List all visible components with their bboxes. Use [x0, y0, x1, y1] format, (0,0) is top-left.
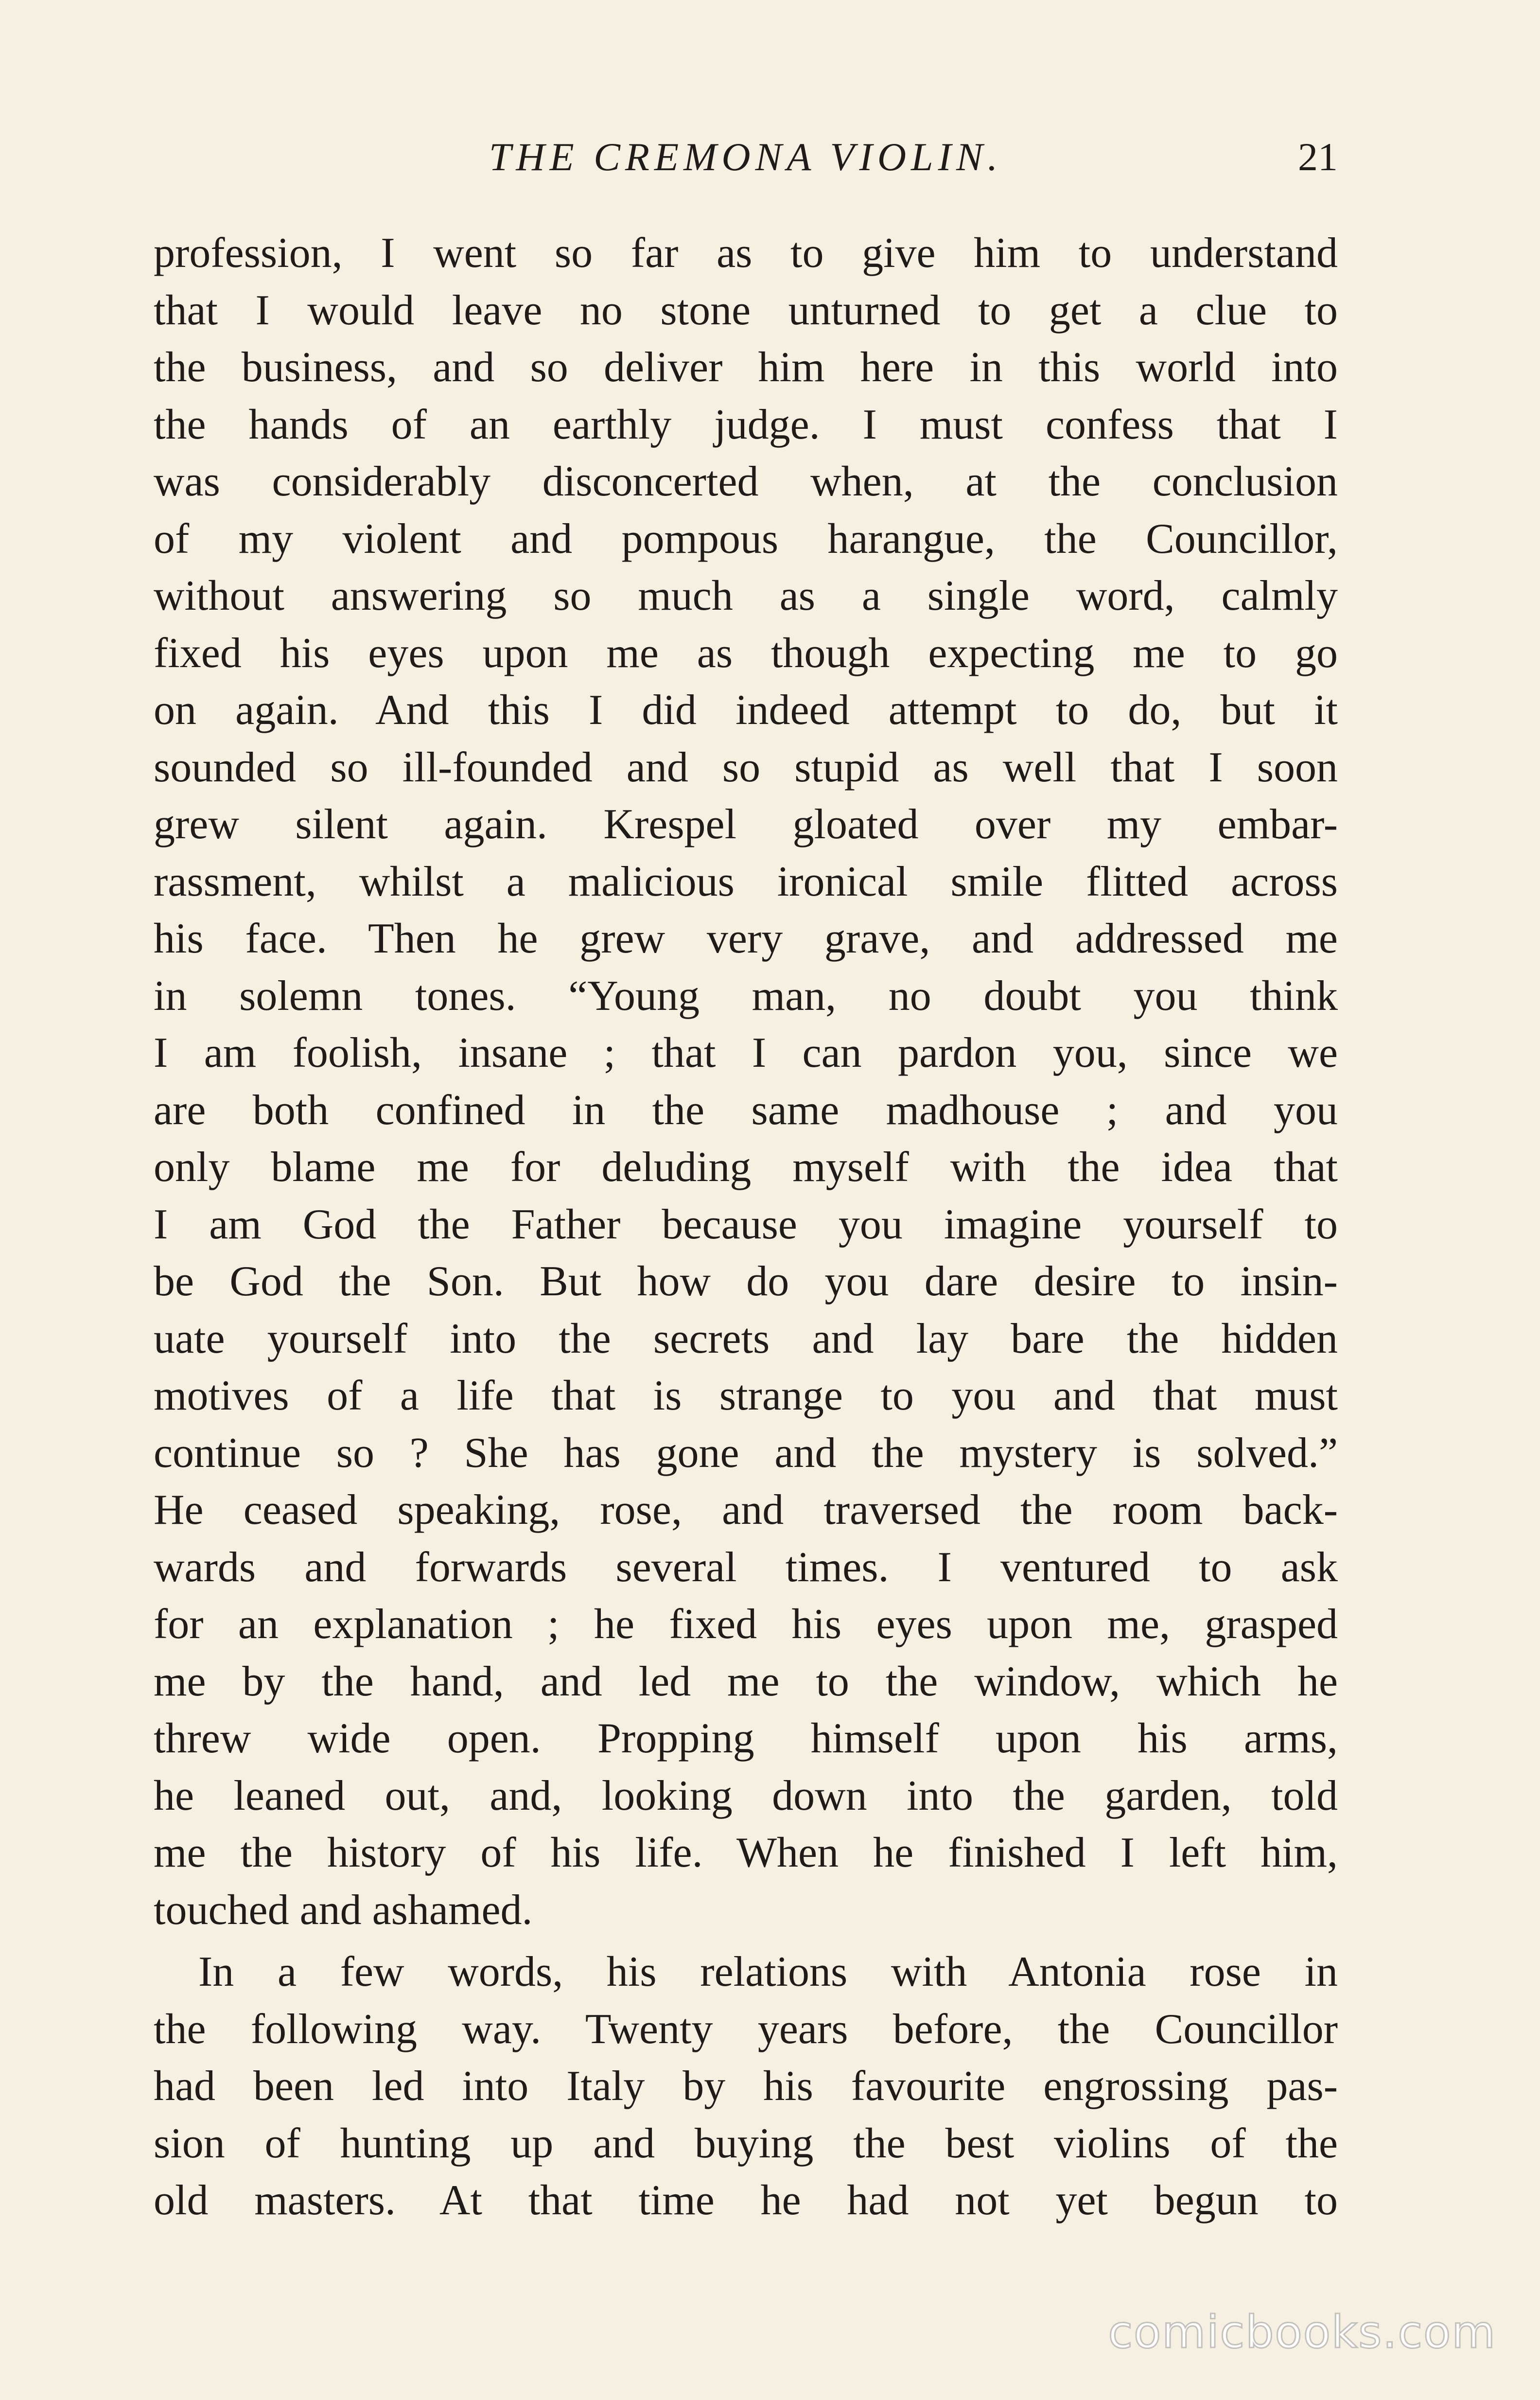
text-line: touched and ashamed.	[154, 1886, 533, 1934]
text-line: was considerably disconcerted when, at the conclusion	[154, 458, 1338, 505]
text-line: are both confined in the same madhouse ; and you	[154, 1086, 1338, 1134]
running-title: THE CREMONA VIOLIN.	[489, 135, 1003, 179]
text-line: of my violent and pompous harangue, the Councillor,	[154, 515, 1338, 563]
text-line: me the history of his life. When he finished I left him,	[154, 1829, 1338, 1876]
text-line: I am foolish, insane ; that I can pardon you, since we	[154, 1029, 1338, 1076]
text-line: me by the hand, and led me to the window, which he	[154, 1658, 1338, 1705]
text-line: rassment, whilst a malicious ironical smile flitted across	[154, 858, 1338, 905]
watermark: comicbooks.com	[1108, 2306, 1496, 2358]
text-line: only blame me for deluding myself with the idea that	[154, 1144, 1338, 1191]
text-line: in solemn tones. “Young man, no doubt you think	[154, 972, 1338, 1020]
text-line: be God the Son. But how do you dare desire to insin-	[154, 1258, 1338, 1305]
text-line: fixed his eyes upon me as though expecting me to go	[154, 629, 1338, 677]
text-line: profession, I went so far as to give him to understand	[154, 229, 1338, 277]
text-line: threw wide open. Propping himself upon his arms,	[154, 1715, 1338, 1762]
text-line: sion of hunting up and buying the best violins of the	[154, 2119, 1338, 2167]
text-line: had been led into Italy by his favourite engrossing pas-	[154, 2063, 1338, 2110]
text-line: He ceased speaking, rose, and traversed the room back-	[154, 1486, 1338, 1534]
text-line: grew silent again. Krespel gloated over my embar-	[154, 801, 1338, 848]
text-line: he leaned out, and, looking down into the garden, told	[154, 1772, 1338, 1819]
page-header	[154, 130, 1338, 184]
text-line: sounded so ill-founded and so stupid as well that I soon	[154, 743, 1338, 791]
text-line: In a few words, his relations with Antonia rose in	[198, 1948, 1338, 1995]
text-line: motives of a life that is strange to you and that must	[154, 1372, 1338, 1419]
text-line: the business, and so deliver him here in this world into	[154, 344, 1338, 391]
body-text	[154, 225, 1338, 2229]
text-line: I am God the Father because you imagine yourself to	[154, 1200, 1338, 1248]
text-line: uate yourself into the secrets and lay bare the hidden	[154, 1315, 1338, 1362]
page-number: 21	[1298, 135, 1338, 179]
text-line: on again. And this I did indeed attempt to do, but it	[154, 687, 1338, 734]
text-line: the following way. Twenty years before, the Councillor	[154, 2005, 1338, 2053]
text-line: that I would leave no stone unturned to get a clue to	[154, 286, 1338, 334]
text-line: his face. Then he grew very grave, and addressed me	[154, 915, 1338, 962]
text-line: the hands of an earthly judge. I must confess that I	[154, 401, 1338, 448]
text-line: wards and forwards several times. I ventured to ask	[154, 1543, 1338, 1591]
text-line: for an explanation ; he fixed his eyes upon me, grasped	[154, 1601, 1338, 1648]
text-line: continue so ? She has gone and the mystery is solved.”	[154, 1429, 1338, 1477]
text-line: without answering so much as a single word, calmly	[154, 572, 1338, 619]
text-line: old masters. At that time he had not yet begun to	[154, 2177, 1338, 2224]
